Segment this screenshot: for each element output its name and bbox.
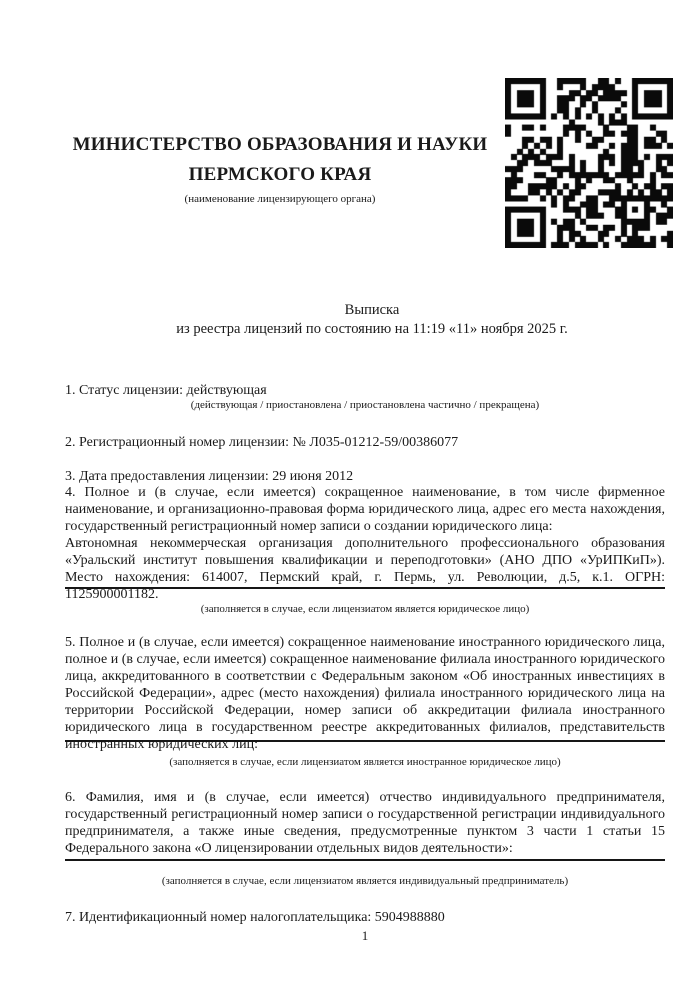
- item-legal-entity-note: (заполняется в случае, если лицензиатом является юридическое лицо): [200, 603, 530, 615]
- ministry-name-line2: ПЕРМСКОГО КРАЯ: [188, 164, 372, 185]
- item-legal-entity-label: 4. Полное и (в случае, если имеется) сокращенное наименование, в том числе фирменное наименование, и организационно-правовая форма юридического лица, адрес его места нахождения, государственный регистрационный номер записи о создании юридического лица:: [65, 485, 665, 534]
- item-foreign-entity-label: 5. Полное и (в случае, если имеется) сокращенное наименование иностранного юридического лица, полное и (в случае, если имеется) сокращенное наименование филиала иностранного юридического лица, аккредитованного в соответствии с Федеральным законом «Об иностранных инвестициях в Российской Федерации», адрес (место нахождения) филиала иностранного юридического лица на территории Российской Федерации, номер записи об аккредитации филиала иностранного юридического лица в государственном реестре аккредитованных филиалов, представительств иностранных юридических лиц:: [65, 635, 665, 752]
- item-grant-date: 3. Дата предоставления лицензии: 29 июня 2012: [65, 469, 354, 484]
- ministry-name-line1: МИНИСТЕРСТВО ОБРАЗОВАНИЯ И НАУКИ: [72, 134, 488, 155]
- divider-legal-entity: [65, 587, 665, 589]
- document-title-block: [65, 301, 679, 339]
- licensing-authority-header: [40, 130, 520, 206]
- item-license-status-note: (действующая / приостановлена / приостановлена частично / прекращена): [190, 399, 540, 411]
- document-title: Выписка: [344, 302, 400, 318]
- item-registration-number: 2. Регистрационный номер лицензии: № Л035-01212-59/00386077: [65, 435, 459, 450]
- blank-line-foreign-entity: [65, 740, 665, 742]
- blank-line-entrepreneur: [65, 859, 665, 861]
- item-entrepreneur-note: (заполняется в случае, если лицензиатом является индивидуальный предприниматель): [161, 875, 569, 887]
- item-foreign-entity-note: (заполняется в случае, если лицензиатом является иностранное юридическое лицо): [169, 756, 561, 768]
- page-number: 1: [361, 928, 369, 943]
- qr-code-icon: [505, 78, 673, 248]
- item-entrepreneur-label: 6. Фамилия, имя и (в случае, если имеется) отчество индивидуального предпринимателя, государственный регистрационный номер записи о государственной регистрации индивидуального предпринимателя, а также иные сведения, предусмотренные пунктом 3 части 1 статьи 15 Федерального закона «О лицензировании отдельных видов деятельности»:: [65, 790, 665, 856]
- item-license-status: 1. Статус лицензии: действующая: [65, 383, 267, 398]
- item-taxpayer-id: 7. Идентификационный номер налогоплательщика: 5904988880: [65, 910, 445, 925]
- item-legal-entity-value: Автономная некоммерческая организация дополнительного профессионального образования «Уральский институт повышения квалификации и переподготовки» (АНО ДПО «УрИПКиП»). Место нахождения: 614007, Пермский край, г. Пермь, ул. Революции, д.5, к.1. ОГРН: 1125900001182.: [65, 536, 665, 602]
- licensing-authority-caption: (наименование лицензирующего органа): [184, 193, 376, 205]
- item-legal-entity: [65, 484, 665, 603]
- document-subtitle: из реестра лицензий по состоянию на 11:19 «11» ноября 2025 г.: [176, 321, 568, 337]
